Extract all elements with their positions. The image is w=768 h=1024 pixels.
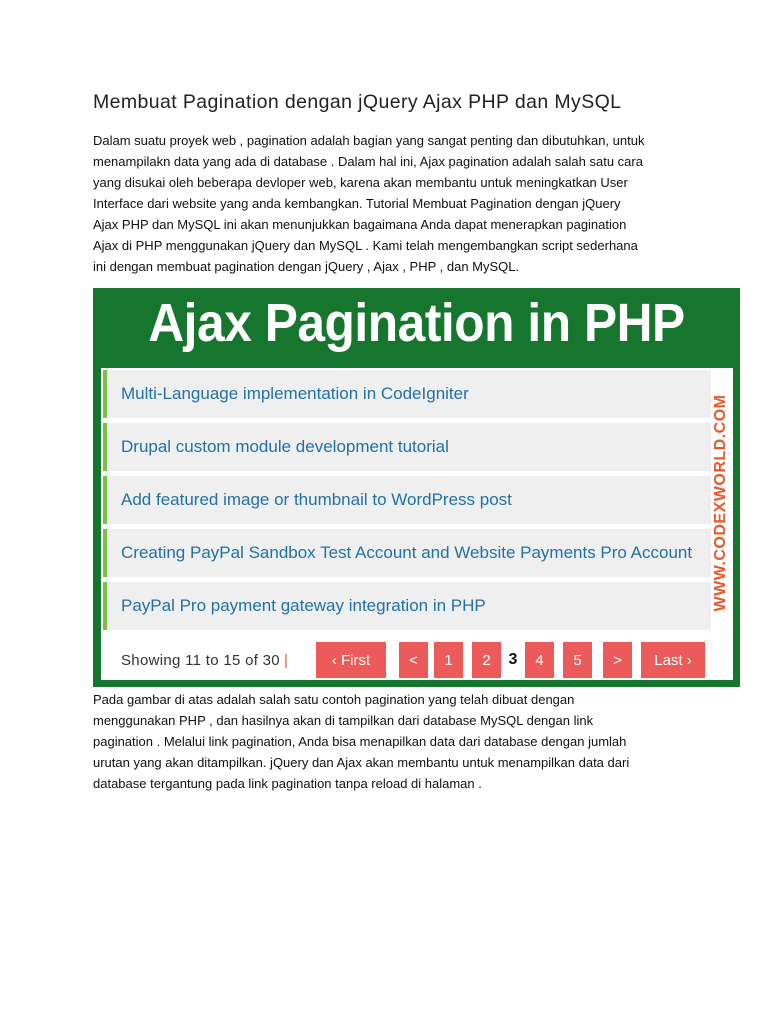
paragraph-line: Pada gambar di atas adalah salah satu contoh pagination yang telah dibuat dengan	[93, 692, 575, 707]
post-list-item[interactable]: Drupal custom module development tutorial	[103, 423, 711, 471]
pagination-panel	[101, 368, 733, 680]
current-page-3: 3	[508, 651, 518, 668]
paragraph-line: ini dengan membuat pagination dengan jQuery , Ajax , PHP , dan MySQL.	[93, 259, 520, 274]
prev-page-button[interactable]: <	[399, 642, 428, 678]
page-button-2[interactable]: 2	[472, 642, 501, 678]
article-title: Membuat Pagination dengan jQuery Ajax PHP dan MySQL	[93, 91, 622, 113]
page-button-4[interactable]: 4	[525, 642, 554, 678]
paragraph-line: Dalam suatu proyek web , pagination adalah bagian yang sangat penting dan dibutuhkan, untuk	[93, 133, 645, 148]
page-button-5[interactable]: 5	[563, 642, 592, 678]
paragraph-line: urutan yang akan ditampilkan. jQuery dan Ajax akan membantu untuk menampilkan data dari	[93, 755, 630, 770]
intro-paragraph	[93, 130, 693, 277]
ajax-pagination-figure	[93, 288, 740, 687]
results-count-text: Showing 11 to 15 of 30	[121, 652, 280, 669]
paragraph-line: Interface dari website yang anda kembangkan. Tutorial Membuat Pagination dengan jQuery	[93, 196, 621, 211]
pagination-bar	[101, 640, 733, 680]
results-count	[121, 652, 288, 669]
paragraph-line: database tergantung pada link pagination tanpa reload di halaman .	[93, 776, 482, 791]
post-list-item[interactable]: Add featured image or thumbnail to WordPress post	[103, 476, 711, 524]
first-page-button[interactable]: ‹ First	[316, 642, 386, 678]
paragraph-line: Ajax PHP dan MySQL ini akan menunjukkan bagaimana Anda dapat menerapkan pagination	[93, 217, 627, 232]
last-page-button[interactable]: Last ›	[641, 642, 705, 678]
post-list-item[interactable]: PayPal Pro payment gateway integration in PHP	[103, 582, 711, 630]
description-paragraph	[93, 689, 693, 794]
pager-separator: |	[283, 652, 289, 669]
post-list	[103, 370, 711, 635]
page-button-1[interactable]: 1	[434, 642, 463, 678]
figure-banner-title: Ajax Pagination in PHP	[148, 293, 685, 353]
watermark	[709, 392, 733, 614]
post-list-item[interactable]: Creating PayPal Sandbox Test Account and Website Payments Pro Account	[103, 529, 711, 577]
paragraph-line: menggunakan PHP , dan hasilnya akan di tampilkan dari database MySQL dengan link	[93, 713, 594, 728]
post-list-item[interactable]: Multi-Language implementation in CodeIgniter	[103, 370, 711, 418]
paragraph-line: Ajax di PHP menggunakan jQuery dan MySQL . Kami telah mengembangkan script sederhana	[93, 238, 638, 253]
paragraph-line: pagination . Melalui link pagination, Anda bisa menapilkan data dari database dengan jumlah	[93, 734, 627, 749]
watermark-text: WWW.CODEXWORLD.COM	[712, 394, 729, 612]
paragraph-line: yang disukai oleh beberapa devloper web, karena akan membantu untuk meningkatkan User	[93, 175, 628, 190]
next-page-button[interactable]: >	[603, 642, 632, 678]
paragraph-line: menampilakn data yang ada di database . Dalam hal ini, Ajax pagination adalah salah satu cara	[93, 154, 643, 169]
